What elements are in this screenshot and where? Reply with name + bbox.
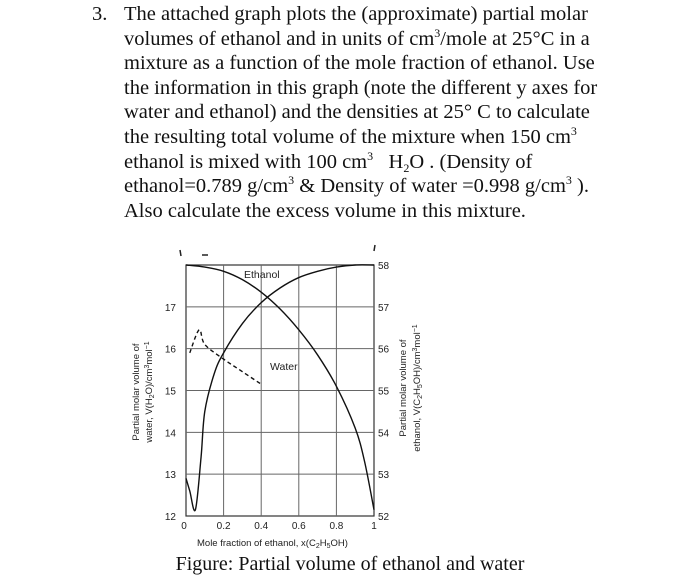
y-right-axis-label-line1: Partial molar volume of [398,339,409,437]
problem-line-1: The attached graph plots the (approximate) partial molar [124,3,588,25]
y-left-axis-label-line1: Partial molar volume of [131,343,142,441]
y-right-tick-label: 55 [378,386,390,398]
x-tick-label: 0.4 [254,521,269,532]
y-right-tick-label: 52 [378,512,390,523]
problem-line-6: the resulting total volume of the mixture when 150 $cm^3$ [124,123,577,148]
x-tick-label: 0 [181,521,187,532]
ethanol-curve-label: Ethanol [244,269,280,281]
problem-line-8: ethanol=0.789 $g/cm^3$ & Density of water =0.998 $g/cm^3$ ). [124,173,589,198]
x-tick-label: 0.8 [329,521,344,532]
y-right-tick-label: 58 [378,261,390,272]
top-right-mark [374,245,375,251]
problem-line-2: volumes of ethanol and in units of $cm^3$/mole at 25°C in a [124,25,590,50]
y-left-axis-label-line2: water, $V(H_2O)/cm^3mol^{-1}$ [144,341,156,443]
y-right-tick-label: 57 [378,302,390,314]
y-left-tick-label: 17 [164,302,176,314]
water-curve-label: Water [270,361,298,373]
x-tick-label: 0.6 [291,521,306,532]
y-left-tick-label: 13 [164,470,176,482]
y-left-tick-label: 12 [164,512,176,523]
problem-line-7: ethanol is mixed with 100 $cm^3$ $H_2O$ . (Density of [124,148,533,175]
y-right-tick-label: 53 [378,470,390,482]
problem-number: 3. [92,3,108,25]
problem-line-3: mixture as a function of the mole fraction of ethanol. Use [124,52,595,75]
series-line-water [186,265,374,510]
y-left-tick-label: 16 [164,344,176,356]
x-tick-label: 1 [371,521,377,532]
series-line-water-dashed [190,330,261,385]
problem-line-9: Also calculate the excess volume in this mixture. [124,199,526,222]
problem-line-4: the information in this graph (note the different y axes for [124,76,598,99]
y-right-tick-label: 56 [378,344,390,356]
chart-grid [186,265,374,516]
x-axis-label: Mole fraction of ethanol, $x(C_2H_5OH)$ [197,538,348,550]
x-tick-label: 0.2 [216,521,231,532]
y-right-tick-label: 54 [378,428,390,440]
top-tick-mark [180,250,181,256]
figure-caption: Figure: Partial volume of ethanol and water [175,553,525,575]
problem-line-5: water and ethanol) and the densities at 25° C to calculate [124,101,590,124]
y-right-axis-label-line2: ethanol, $V(C_2H_5OH)/cm^3mol^{-1}$ [412,324,424,452]
y-left-tick-label: 15 [164,386,176,398]
y-left-tick-label: 14 [164,428,176,440]
